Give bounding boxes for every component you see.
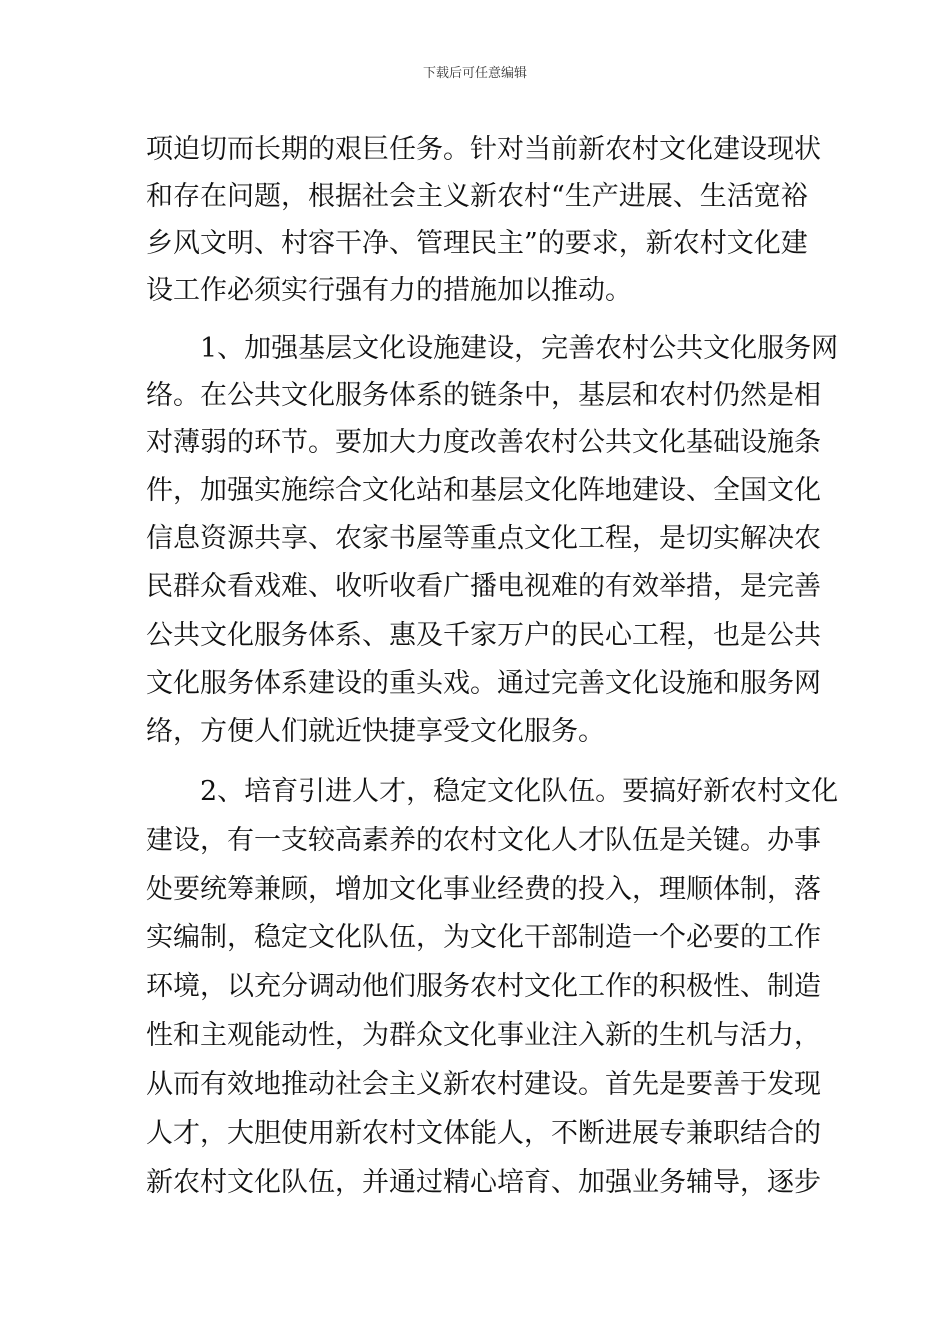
text-line: 处要统筹兼顾，增加文化事业经费的投入，理顺体制，落 (146, 874, 821, 905)
text-line: 对薄弱的环节。要加大力度改善农村公共文化基础设施条 (146, 427, 821, 458)
text-line: 建设，有一支较高素养的农村文化人才队伍是关键。办事 (146, 825, 821, 856)
text-line: 和存在问题，根据社会主义新农村“生产进展、生活宽裕 (146, 181, 808, 212)
text-line: 2、培育引进人才，稳定文化队伍。要搞好新农村文化 (200, 776, 839, 807)
text-line: 从而有效地推动社会主义新农村建设。首先是要善于发现 (146, 1069, 821, 1100)
text-line: 性和主观能动性，为群众文化事业注入新的生机与活力， (146, 1020, 821, 1051)
text-line: 络。在公共文化服务体系的链条中，基层和农村仍然是相 (146, 380, 821, 411)
text-line: 公共文化服务体系、惠及千家万户的民心工程，也是公共 (146, 620, 821, 651)
text-line: 实编制，稳定文化队伍，为文化干部制造一个必要的工作 (146, 922, 821, 953)
text-line: 民群众看戏难、收听收看广播电视难的有效举措，是完善 (146, 571, 821, 602)
text-line: 信息资源共享、农家书屋等重点文化工程，是切实解决农 (146, 523, 821, 554)
text-line: 文化服务体系建设的重头戏。通过完善文化设施和服务网 (146, 668, 821, 699)
text-line: 项迫切而长期的艰巨任务。针对当前新农村文化建设现状 (146, 134, 821, 165)
text-line: 1、加强基层文化设施建设，完善农村公共文化服务网 (200, 333, 839, 364)
text-line: 络，方便人们就近快捷享受文化服务。 (146, 716, 605, 747)
page-header: 下载后可任意编辑 (422, 66, 527, 81)
text-line: 设工作必须实行强有力的措施加以推动。 (146, 275, 632, 306)
text-line: 乡风文明、村容干净、管理民主”的要求，新农村文化建 (146, 228, 808, 259)
text-line: 件，加强实施综合文化站和基层文化阵地建设、全国文化 (146, 475, 821, 506)
text-line: 人才，大胆使用新农村文体能人，不断进展专兼职结合的 (146, 1118, 821, 1149)
text-line: 新农村文化队伍，并通过精心培育、加强业务辅导，逐步 (146, 1167, 821, 1198)
text-line: 环境，以充分调动他们服务农村文化工作的积极性、制造 (146, 971, 821, 1002)
